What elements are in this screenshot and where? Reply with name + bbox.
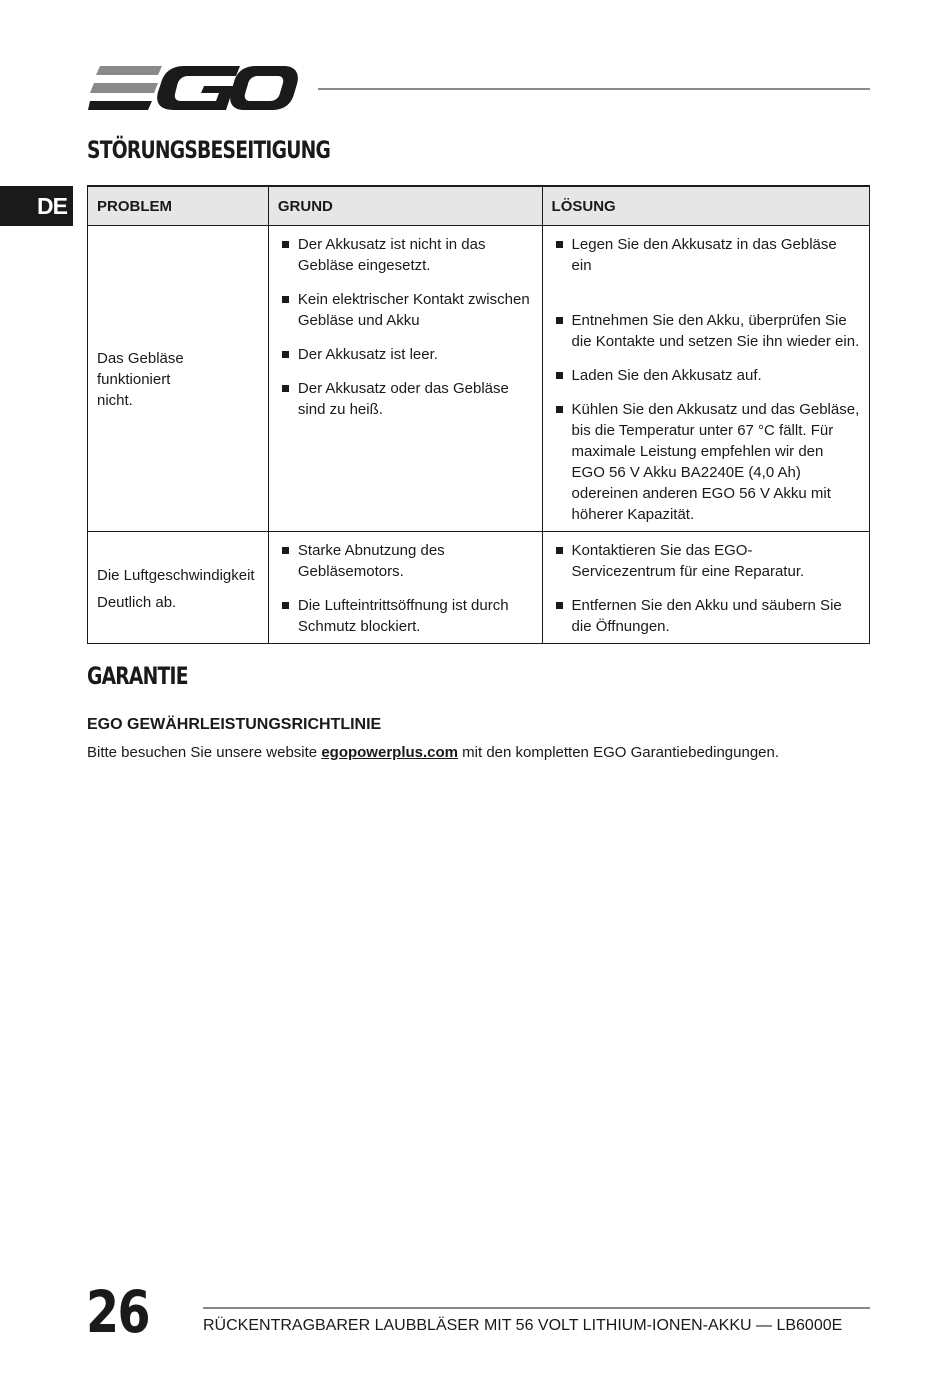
header-loesung: LÖSUNG <box>542 186 869 226</box>
cause-item: Die Lufteintrittsöffnung ist durch Schmutz blockiert. <box>278 595 533 637</box>
problem-text: Das Gebläse funktioniert <box>97 350 184 388</box>
solution-cell <box>542 532 869 644</box>
header-grund: GRUND <box>268 186 542 226</box>
table-row <box>88 226 870 532</box>
page-number: 26 <box>86 1278 149 1346</box>
language-tab: DE <box>0 186 73 226</box>
troubleshooting-title: STÖRUNGSBESEITIGUNG <box>87 136 331 164</box>
ego-logo <box>88 66 298 112</box>
cause-cell <box>268 532 542 644</box>
logo-e-top-stripe <box>96 66 162 75</box>
solution-item: Legen Sie den Akkusatz in das Gebläse ein <box>552 234 860 276</box>
footer-rule <box>203 1307 870 1309</box>
footer-text: RÜCKENTRAGBARER LAUBBLÄSER MIT 56 VOLT LITHIUM-IONEN-AKKU — LB6000E <box>203 1317 843 1334</box>
warranty-title: GARANTIE <box>87 662 188 690</box>
troubleshooting-table <box>87 185 870 644</box>
problem-text: Deutlich ab. <box>97 593 177 611</box>
solution-item: Kontaktieren Sie das EGO- Servicezentrum für eine Reparatur. <box>552 540 860 582</box>
solution-item: Laden Sie den Akkusatz auf. <box>552 365 860 386</box>
table-row <box>88 532 870 644</box>
solution-item: Entfernen Sie den Akku und säubern Sie die Öffnungen. <box>552 595 860 637</box>
solution-item: Kühlen Sie den Akkusatz und das Gebläse, bis die Temperatur unter 67 °C fällt. Für maximale Leistung empfehlen wir den EGO 56 V Akku BA2240E (4,0 Ah) odereinen anderen EGO 56 V Akku mit höherer Kapazität. <box>552 399 860 525</box>
cause-item: Starke Abnutzung des Gebläsemotors. <box>278 540 533 582</box>
problem-cell <box>88 226 269 532</box>
cause-item: Der Akkusatz ist leer. <box>278 344 533 365</box>
problem-text: Die Luftgeschwindigkeit <box>97 566 255 584</box>
logo-e-bottom-stripe <box>88 101 152 110</box>
logo-o <box>230 66 298 110</box>
problem-text: nicht. <box>97 392 133 409</box>
table-header-row <box>88 186 870 226</box>
header-problem: PROBLEM <box>88 186 269 226</box>
cause-cell <box>268 226 542 532</box>
solution-cell <box>542 226 869 532</box>
header-rule <box>318 88 870 90</box>
warranty-text-before: Bitte besuchen Sie unsere website <box>87 744 322 761</box>
warranty-link[interactable]: egopowerplus.com <box>321 744 458 761</box>
solution-item: Entnehmen Sie den Akku, überprüfen Sie die Kontakte und setzen Sie ihn wieder ein. <box>552 310 860 352</box>
warranty-text <box>87 744 779 761</box>
problem-cell <box>88 532 269 644</box>
cause-item: Der Akkusatz ist nicht in das Gebläse eingesetzt. <box>278 234 533 276</box>
cause-item: Kein elektrischer Kontakt zwischen Gebläse und Akku <box>278 289 533 331</box>
warranty-text-after: mit den kompletten EGO Garantiebedingungen. <box>458 744 780 761</box>
logo-e-mid-stripe <box>90 83 158 93</box>
logo-g <box>157 66 240 110</box>
warranty-subtitle: EGO GEWÄHRLEISTUNGSRICHTLINIE <box>87 716 382 733</box>
cause-item: Der Akkusatz oder das Gebläse sind zu heiß. <box>278 378 533 420</box>
